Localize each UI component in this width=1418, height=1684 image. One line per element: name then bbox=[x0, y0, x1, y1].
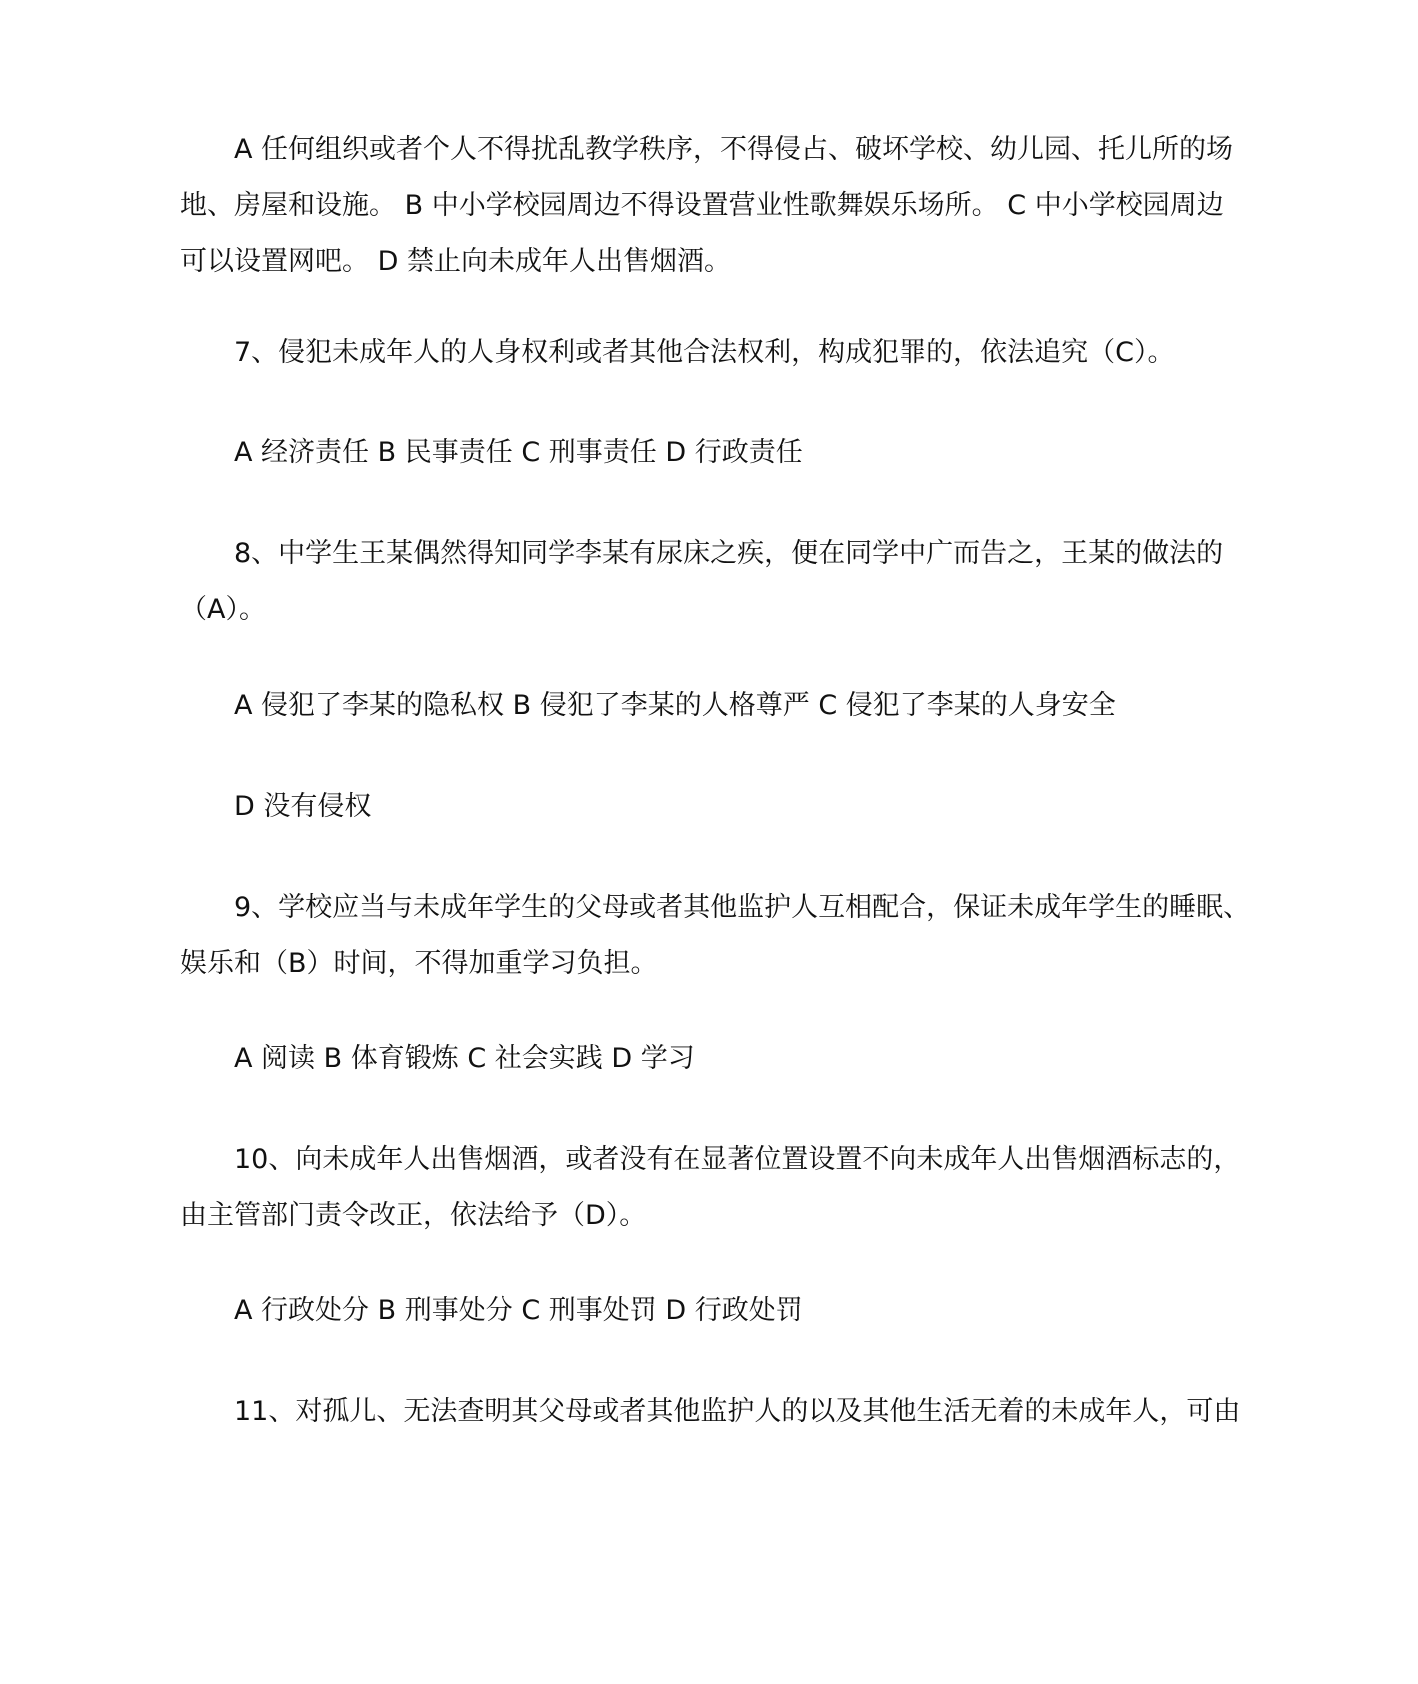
text-line: D 没有侵权 bbox=[234, 791, 372, 822]
text-line: A 经济责任 B 民事责任 C 刑事责任 D 行政责任 bbox=[234, 437, 803, 468]
question-8-option-d bbox=[180, 779, 1240, 835]
question-7 bbox=[180, 325, 1240, 381]
question-9 bbox=[180, 880, 1251, 992]
question-7-options bbox=[180, 425, 1240, 481]
text-line: A 任何组织或者个人不得扰乱教学秩序，不得侵占、破坏学校、幼儿园、托儿所的场 bbox=[234, 134, 1234, 165]
text-line: 10、向未成年人出售烟酒，或者没有在显著位置设置不向未成年人出售烟酒标志的， bbox=[234, 1144, 1241, 1175]
question-8 bbox=[180, 526, 1240, 638]
options-paragraph bbox=[180, 122, 1240, 290]
text-line: 地、房屋和设施。 B 中小学校园周边不得设置营业性歌舞娱乐场所。 C 中小学校园周边 bbox=[180, 190, 1224, 221]
text-line: 7、侵犯未成年人的人身权利或者其他合法权利，构成犯罪的，依法追究（C）。 bbox=[234, 337, 1175, 368]
text-line: 11、对孤儿、无法查明其父母或者其他监护人的以及其他生活无着的未成年人，可由 bbox=[234, 1396, 1241, 1427]
text-line: A 阅读 B 体育锻炼 C 社会实践 D 学习 bbox=[234, 1043, 695, 1074]
text-line: 由主管部门责令改正，依法给予（D）。 bbox=[180, 1200, 647, 1231]
text-line: 可以设置网吧。 D 禁止向未成年人出售烟酒。 bbox=[180, 246, 731, 277]
question-11 bbox=[180, 1384, 1240, 1440]
question-10 bbox=[180, 1132, 1240, 1244]
text-line: 9、学校应当与未成年学生的父母或者其他监护人互相配合，保证未成年学生的睡眠、 bbox=[234, 892, 1251, 923]
text-line: A 行政处分 B 刑事处分 C 刑事处罚 D 行政处罚 bbox=[234, 1295, 803, 1326]
text-line: （A）。 bbox=[180, 594, 266, 625]
question-10-options bbox=[180, 1283, 1240, 1339]
question-9-options bbox=[180, 1031, 1240, 1087]
text-line: A 侵犯了李某的隐私权 B 侵犯了李某的人格尊严 C 侵犯了李某的人身安全 bbox=[234, 690, 1116, 721]
text-line: 8、中学生王某偶然得知同学李某有尿床之疾，便在同学中广而告之，王某的做法的 bbox=[234, 538, 1224, 569]
question-8-options bbox=[180, 678, 1240, 734]
text-line: 娱乐和（B）时间，不得加重学习负担。 bbox=[180, 948, 658, 979]
